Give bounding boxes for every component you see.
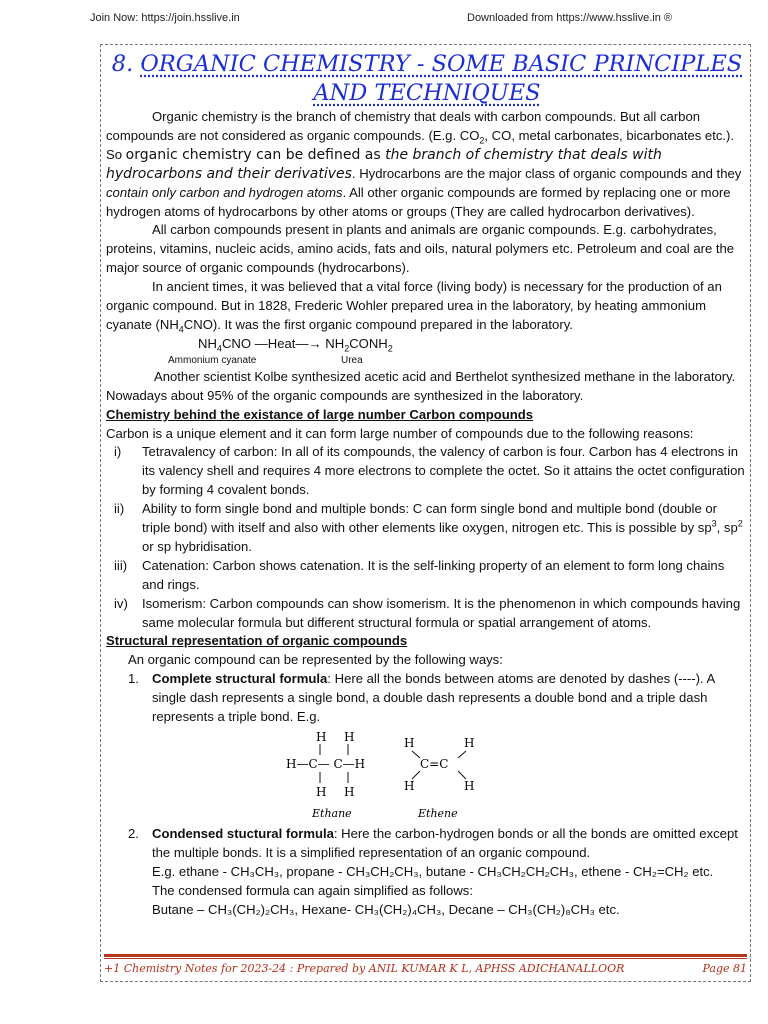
header-join-link[interactable]: Join Now: https://join.hsslive.in <box>90 12 240 24</box>
bond <box>412 751 420 758</box>
section-heading-carbon-compounds: Chemistry behind the existance of large number Carbon compounds <box>106 406 534 422</box>
footer-rule-top <box>104 954 747 957</box>
chapter-number: 8. <box>111 51 134 77</box>
list-item-text: or sp hybridisation. <box>142 538 252 554</box>
term-complete-structural: Complete structural formula <box>152 671 328 687</box>
ethene-double-bond: C=C <box>420 757 449 771</box>
bond <box>458 751 466 758</box>
product-b: CONH <box>349 335 388 351</box>
label-ammonium-cyanate: Ammonium cyanate <box>168 354 257 366</box>
list-marker: 1. <box>128 671 139 687</box>
footer-credit: +1 Chemistry Notes for 2023-24 : Prepared by ANIL KUMAR K L, APHSS ADICHANALLOOR <box>104 962 625 975</box>
header-download-source[interactable]: Downloaded from https://www.hsslive.in ® <box>467 12 672 24</box>
title-line-1: ORGANIC CHEMISTRY - SOME BASIC PRINCIPLES <box>140 51 743 77</box>
bond <box>412 771 420 779</box>
list-item <box>106 825 748 920</box>
heat-arrow: —Heat—→ <box>254 335 322 351</box>
term-condensed-structural: Condensed stuctural formula <box>152 826 334 841</box>
page-number: Page 81 <box>702 962 747 975</box>
structural-formula-figure <box>106 727 748 825</box>
product-a: NH <box>321 335 345 351</box>
list-item <box>106 443 748 500</box>
intro-paragraph-3 <box>106 278 748 335</box>
ethene-h-top-left: H <box>404 736 415 750</box>
wohler-reaction <box>198 335 748 354</box>
intro-p3-sub: 4 <box>178 324 184 335</box>
sup-3: 3 <box>711 518 717 529</box>
reasons-list <box>106 443 748 632</box>
bond <box>458 771 466 779</box>
reaction-labels <box>106 354 748 368</box>
ethane-h-bottom-2: H <box>344 785 355 799</box>
section1-intro: Carbon is a unique element and it can form large number of compounds due to the following reasons: <box>106 425 694 441</box>
sup-2: 2 <box>737 518 743 529</box>
title-line-2: AND TECHNIQUES <box>313 80 541 106</box>
intro-paragraph-1 <box>106 108 748 221</box>
list-marker: 2. <box>128 826 139 841</box>
ethane-h-bottom-1: H <box>316 785 327 799</box>
list-item-text: , sp <box>716 520 738 536</box>
ethene-h-bottom-left: H <box>404 779 415 793</box>
ethane-structure <box>286 730 365 820</box>
page-title <box>106 50 748 108</box>
list-marker: iii) <box>114 557 128 573</box>
reactant-a: NH <box>198 335 217 351</box>
intro-p3-text-a: In ancient times, it was believed that a vital force (living body) is necessary for the production of an organic compound. But in 1828, Frederic Wohler prepared urea in the laboratory, by heating ammonium cyanate (NH <box>106 279 722 332</box>
intro-p1-sub: 2 <box>479 135 485 146</box>
ethane-h-top-1: H <box>316 730 327 744</box>
intro-paragraph-2: All carbon compounds present in plants and animals are organic compounds. E.g. carbohydrates, proteins, vitamins, nucleic acids, amino acids, fats and oils, natural polymers etc. Petroleum and coal are the major source of organic compounds (hydrocarbons). <box>106 222 735 276</box>
intro-p1-emphasis: contain only carbon and hydrogen atoms <box>106 184 343 200</box>
condensed-simplified-intro: The condensed formula can again simplified as follows: <box>152 882 473 898</box>
list-item-text: : Here the carbon-hydrogen bonds or all the bonds are omitted except the multiple bonds. It is a simplified representation of an organic compound. <box>152 826 738 860</box>
list-item-text: Ability to form single bond and multiple bonds: C can form single bond and multiple bond (double or triple bond) with itself and also with other elements like oxygen, nitrogen etc. This is possible by sp <box>142 501 718 536</box>
list-item-text: Isomerism: Carbon compounds can show isomerism. It is the phenomenon in which compounds having same molecular formula but different structural formula or spatial arrangement of atoms. <box>142 595 741 630</box>
intro-p1-definition-lead: organic chemistry can be defined as <box>125 146 386 163</box>
intro-p3-text-b: CNO). It was the first organic compound prepared in the laboratory. <box>183 316 573 332</box>
list-item-text: Tetravalency of carbon: In all of its compounds, the valency of carbon is four. Carbon has 4 electrons in its valency shell and requires 4 more electrons to complete the octet. So it attains the octet configuration by forming 4 covalent bonds. <box>142 444 745 498</box>
intro-paragraph-4: Another scientist Kolbe synthesized acetic acid and Berthelot synthesized methane in the laboratory. Nowadays about 95% of the organic compounds are synthesized in the laboratory. <box>106 368 736 403</box>
condensed-examples: E.g. ethane - CH₃CH₃, propane - CH₃CH₂CH₃, butane - CH₃CH₂CH₂CH₃, ethene - CH₂=CH₂ etc. <box>152 863 714 879</box>
list-item <box>106 595 748 633</box>
reactant-sub: 4 <box>216 343 222 354</box>
page-content <box>106 46 748 920</box>
list-marker: i) <box>114 444 122 460</box>
intro-p1-text-b: , CO, metal carbonates, bicarbonates etc.). So <box>106 127 735 162</box>
intro-p1-text-a: Organic chemistry is the branch of chemistry that deals with carbon compounds. But all carbon compounds are not considered as organic compounds. (E.g. CO <box>106 109 701 143</box>
condensed-simplified-examples: Butane – CH₃(CH₂)₂CH₃, Hexane- CH₃(CH₂)₄CH₃, Decane – CH₃(CH₂)₈CH₃ etc. <box>152 901 620 917</box>
section-heading-structural-representation: Structural representation of organic compounds <box>106 633 408 649</box>
list-marker: iv) <box>114 595 128 611</box>
ethene-structure <box>404 736 474 820</box>
intro-p1-definition: the branch of chemistry that deals with hydrocarbons and their derivatives <box>106 146 662 182</box>
product-sub-2: 2 <box>387 343 393 354</box>
list-item <box>106 670 748 727</box>
product-sub-1: 2 <box>344 343 350 354</box>
ethane-ethene-structures <box>278 727 498 825</box>
ethane-h-top-2: H <box>344 730 355 744</box>
ethene-label: Ethene <box>418 807 458 820</box>
reactant-b: CNO <box>221 335 255 351</box>
ethane-label: Ethane <box>312 807 352 820</box>
label-urea: Urea <box>341 354 363 366</box>
representation-list <box>106 670 748 727</box>
list-item <box>106 500 748 557</box>
ethene-h-top-right: H <box>464 736 475 750</box>
list-item <box>106 557 748 595</box>
section2-intro: An organic compound can be represented by the following ways: <box>128 652 503 668</box>
representation-list-continued <box>106 825 748 920</box>
intro-p1-text-e: . Hydrocarbons are the major class of organic compounds and they <box>351 165 742 181</box>
footer-rule-bottom <box>104 958 747 959</box>
list-marker: ii) <box>114 501 125 517</box>
list-item-text: : Here all the bonds between atoms are denoted by dashes (----). A single dash represents a single bond, a double dash represents a double bond and a triple dash represents a triple bond. E.g. <box>152 671 715 725</box>
ethane-middle-row: H—C— C—H <box>286 757 366 771</box>
intro-p1-text-g: . All other organic compounds are formed by replacing one or more hydrogen atoms of hydrocarbons by other atoms or groups (They are called hydrocarbon derivatives). <box>106 184 731 219</box>
ethene-h-bottom-right: H <box>464 779 475 793</box>
list-item-text: Catenation: Carbon shows catenation. It is the self-linking property of an element to form long chains and rings. <box>142 557 725 592</box>
